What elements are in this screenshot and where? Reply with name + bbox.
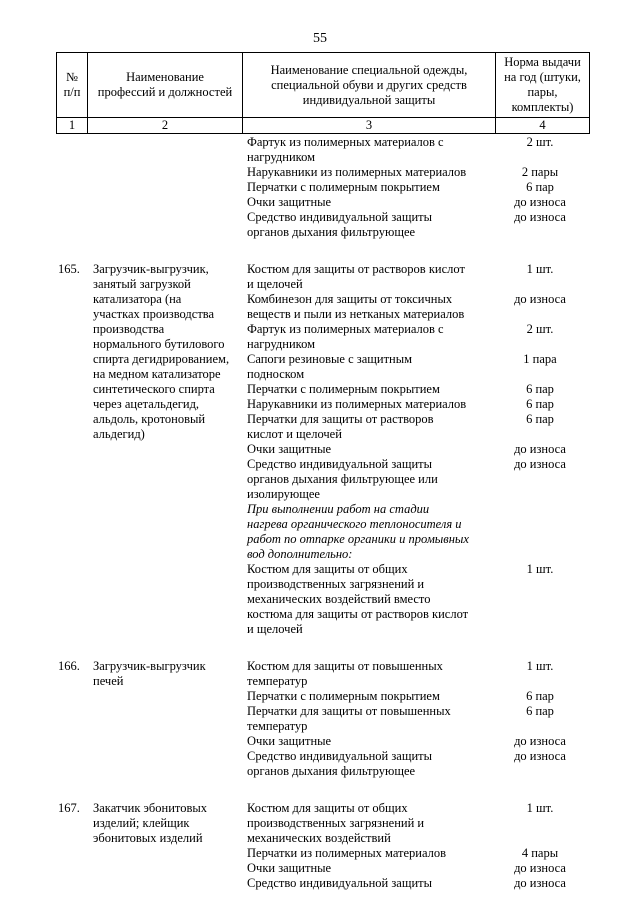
equipment-item-line: Фартук из полимерных материалов с — [247, 135, 444, 149]
issue-norm: до износа — [514, 749, 566, 763]
header-line: № — [66, 70, 78, 84]
issue-norm: 1 шт. — [526, 262, 554, 276]
header-line: специальной обуви и других средств — [271, 77, 467, 92]
profession-name-line: производства — [93, 322, 165, 336]
equipment-item-line: При выполнении работ на стадии — [247, 502, 430, 516]
equipment-item-line: температур — [247, 674, 308, 688]
issue-norm: 1 шт. — [526, 659, 554, 673]
issue-norm: 6 пар — [526, 689, 554, 703]
issue-norm: 1 шт. — [526, 562, 554, 576]
equipment-item-line: нагрудником — [247, 150, 316, 164]
issue-norm: 6 пар — [526, 704, 554, 718]
header-line: Норма выдачи — [504, 55, 581, 69]
header-col-number — [57, 53, 88, 118]
equipment-item-line: Костюм для защиты от растворов кислот — [247, 262, 465, 276]
profession-name-line: эбонитовых изделий — [93, 831, 203, 845]
equipment-item-line: и щелочей — [247, 277, 303, 291]
issue-norm: 4 пары — [521, 846, 559, 860]
equipment-item-line: Очки защитные — [247, 734, 332, 748]
equipment-item-line: температур — [247, 719, 308, 733]
issue-norm: 2 шт. — [526, 322, 554, 336]
profession-name-line: через ацетальдегид, — [93, 397, 200, 411]
equipment-item-line: вод дополнительно: — [247, 547, 353, 561]
profession-name-line: Загрузчик-выгрузчик, — [93, 262, 209, 276]
issue-norm: до износа — [514, 210, 566, 224]
profession-name-line: альдегид) — [93, 427, 145, 441]
equipment-item-line: и щелочей — [247, 622, 303, 636]
equipment-item-line: органов дыхания фильтрующее — [247, 225, 416, 239]
header-line: Наименование — [126, 70, 204, 84]
header-line: индивидуальной защиты — [302, 92, 436, 107]
profession-name-line: нормального бутилового — [93, 337, 225, 351]
issue-norm: до износа — [514, 292, 566, 306]
equipment-item-line: подноском — [247, 367, 305, 381]
header-col-index: 1 — [57, 118, 88, 134]
equipment-item-line: Перчатки из полимерных материалов — [247, 846, 447, 860]
profession-name-line: печей — [93, 674, 124, 688]
row-number: 167. — [58, 801, 80, 815]
profession-name-line: Загрузчик-выгрузчик — [93, 659, 206, 673]
profession-name-line: изделий; клейщик — [93, 816, 190, 830]
equipment-item-line: Перчатки для защиты от растворов — [247, 412, 434, 426]
profession-name-line: Закатчик эбонитовых — [93, 801, 208, 815]
equipment-item-line: Перчатки с полимерным покрытием — [247, 180, 440, 194]
issue-norm: 1 шт. — [526, 801, 554, 815]
equipment-item-line: Костюм для защиты от повышенных — [247, 659, 443, 673]
profession-name-line: синтетического спирта — [93, 382, 215, 396]
header-line: п/п — [63, 85, 81, 99]
issue-norm: до износа — [514, 861, 566, 875]
equipment-item-line: Перчатки для защиты от повышенных — [247, 704, 451, 718]
equipment-item-line: Очки защитные — [247, 861, 332, 875]
equipment-item-line: Средство индивидуальной защиты — [247, 749, 433, 763]
header-col-equipment — [243, 53, 496, 118]
profession-name-line: занятый загрузкой — [93, 277, 191, 291]
equipment-item-line: веществ и пыли из нетканых материалов — [247, 307, 465, 321]
profession-name-line: спирта дегидрированием, — [93, 352, 230, 366]
table-header — [56, 52, 590, 134]
equipment-item-line: Очки защитные — [247, 442, 332, 456]
header-line: профессий и должностей — [97, 85, 233, 99]
header-line: Наименование специальной одежды, — [270, 62, 468, 77]
equipment-item-line: Сапоги резиновые с защитным — [247, 352, 413, 366]
page-number: 55 — [313, 31, 327, 46]
header-line: комплекты) — [511, 100, 574, 114]
profession-name-line: участках производства — [93, 307, 215, 321]
equipment-item-line: Средство индивидуальной защиты — [247, 210, 433, 224]
equipment-item-line: работ по отпарке органики и промывных — [247, 532, 469, 546]
issue-norm: 1 пара — [523, 352, 557, 366]
equipment-item-line: кислот и щелочей — [247, 427, 342, 441]
equipment-item-line: Перчатки с полимерным покрытием — [247, 382, 440, 396]
equipment-item-line: Средство индивидуальной защиты — [247, 876, 433, 890]
issue-norm: до износа — [514, 734, 566, 748]
equipment-item-line: нагрудником — [247, 337, 316, 351]
issue-norm: 2 пары — [521, 165, 559, 179]
equipment-item-line: производственных загрязнений и — [247, 577, 425, 591]
profession-name-line: на медном катализаторе — [93, 367, 221, 381]
equipment-item-line: Очки защитные — [247, 195, 332, 209]
equipment-item-line: Перчатки с полимерным покрытием — [247, 689, 440, 703]
equipment-item-line: механических воздействий вместо — [247, 592, 431, 606]
equipment-item-line: Средство индивидуальной защиты — [247, 457, 433, 471]
issue-norm: 6 пар — [526, 382, 554, 396]
issue-norm: 6 пар — [526, 397, 554, 411]
row-number: 165. — [58, 262, 80, 276]
header-line: на год (штуки, — [504, 70, 581, 84]
header-col-norm — [496, 53, 590, 118]
issue-norm: до износа — [514, 195, 566, 209]
equipment-item-line: механических воздействий — [247, 831, 391, 845]
header-col-profession — [88, 53, 243, 118]
equipment-item-line: костюма для защиты от растворов кислот — [247, 607, 469, 621]
issue-norm: до износа — [514, 457, 566, 471]
equipment-item-line: Костюм для защиты от общих — [247, 562, 408, 576]
header-col-index: 2 — [88, 118, 243, 134]
issue-norm: 6 пар — [526, 412, 554, 426]
equipment-item-line: изолирующее — [247, 487, 320, 501]
equipment-item-line: нагрева органического теплоносителя и — [247, 517, 462, 531]
equipment-item-line: органов дыхания фильтрующее — [247, 764, 416, 778]
equipment-item-line: Комбинезон для защиты от токсичных — [247, 292, 453, 306]
issue-norm: до износа — [514, 876, 566, 890]
header-col-index: 3 — [243, 118, 496, 134]
profession-name-line: катализатора (на — [93, 292, 182, 306]
issue-norm: 6 пар — [526, 180, 554, 194]
equipment-item-line: Нарукавники из полимерных материалов — [247, 165, 467, 179]
issue-norm: до износа — [514, 442, 566, 456]
header-line: пары, — [527, 85, 558, 99]
equipment-item-line: производственных загрязнений и — [247, 816, 425, 830]
equipment-item-line: Фартук из полимерных материалов с — [247, 322, 444, 336]
profession-name-line: альдоль, кротоновый — [93, 412, 206, 426]
equipment-item-line: Нарукавники из полимерных материалов — [247, 397, 467, 411]
header-col-index: 4 — [496, 118, 590, 134]
equipment-item-line: органов дыхания фильтрующее или — [247, 472, 438, 486]
equipment-item-line: Костюм для защиты от общих — [247, 801, 408, 815]
issue-norm: 2 шт. — [526, 135, 554, 149]
row-number: 166. — [58, 659, 80, 673]
